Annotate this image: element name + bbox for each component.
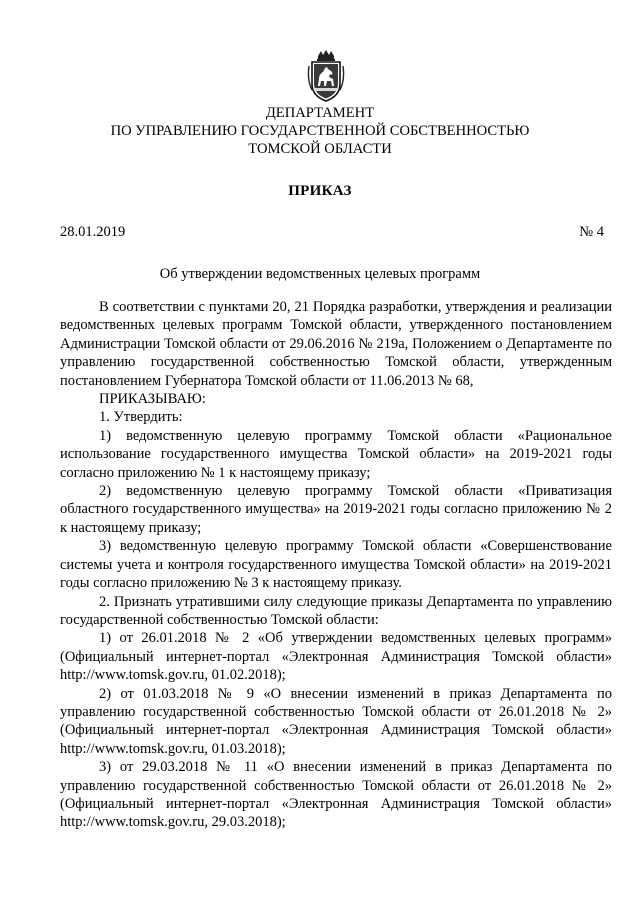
- department-name-line2: ПО УПРАВЛЕНИЮ ГОСУДАРСТВЕННОЙ СОБСТВЕННОСТЬЮ: [110, 123, 530, 139]
- document-body: [60, 298, 612, 832]
- clause-2-item-1: 1) от 26.01.2018 № 2 «Об утверждении ведомственных целевых программ» (Официальный интернет-портал «Электронная Администрация Томской области» http://www.tomsk.gov.ru, 01.02.2018);: [60, 630, 612, 684]
- clause-1-item-3: 3) ведомственную целевую программу Томской области «Совершенствование системы учета и контроля государственного имущества Томской области» на 2019-2021 годы согласно приложению № 3 к настоящему приказу.: [60, 538, 612, 592]
- clause-2-item-2: 2) от 01.03.2018 № 9 «О внесении изменений в приказ Департамента по управлению государственной собственностью Томской области от 26.01.2018 № 2» (Официальный интернет-портал «Электронная Администрация Томской области» http://www.tomsk.gov.ru, 01.03.2018);: [60, 685, 612, 757]
- clause-2-item-3: 3) от 29.03.2018 № 11 «О внесении изменений в приказ Департамента по управлению государственной собственностью Томской области от 26.01.2018 № 2» (Официальный интернет-портал «Электронная Администрация Томской области» http://www.tomsk.gov.ru, 29.03.2018);: [60, 759, 612, 831]
- clause-1-heading: 1. Утвердить:: [99, 409, 183, 426]
- department-name-line3: ТОМСКОЙ ОБЛАСТИ: [248, 141, 392, 157]
- coat-of-arms-icon: [306, 50, 346, 102]
- document-date: 28.01.2019: [60, 224, 126, 240]
- document-number: № 4: [579, 224, 604, 240]
- document-title: ПРИКАЗ: [288, 183, 352, 199]
- order-keyword: ПРИКАЗЫВАЮ:: [99, 391, 206, 408]
- clause-1-item-1: 1) ведомственную целевую программу Томской области «Рациональное использование государственного имущества Томской области» на 2019-2021 годы согласно приложению № 1 к настоящему приказу;: [60, 427, 612, 481]
- preamble-paragraph: В соответствии с пунктами 20, 21 Порядка разработки, утверждения и реализации ведомственных целевых программ Томской области, утвержденного постановлением Администрации Томской области от 29.06.2016 № 219а, Положением о Департаменте по управлению государственной собственностью Томской области, утвержденным постановлением Губернатора Томской области от 11.06.2013 № 68,: [60, 299, 612, 389]
- clause-2-heading: 2. Признать утратившими силу следующие приказы Департамента по управлению государственной собственностью Томской области:: [60, 593, 612, 628]
- department-name-line1: ДЕПАРТАМЕНТ: [265, 105, 375, 121]
- document-subject: Об утверждении ведомственных целевых программ: [159, 266, 481, 282]
- clause-1-item-2: 2) ведомственную целевую программу Томской области «Приватизация областного государственного имущества» на 2019-2021 годы согласно приложению № 2 к настоящему приказу;: [60, 483, 612, 536]
